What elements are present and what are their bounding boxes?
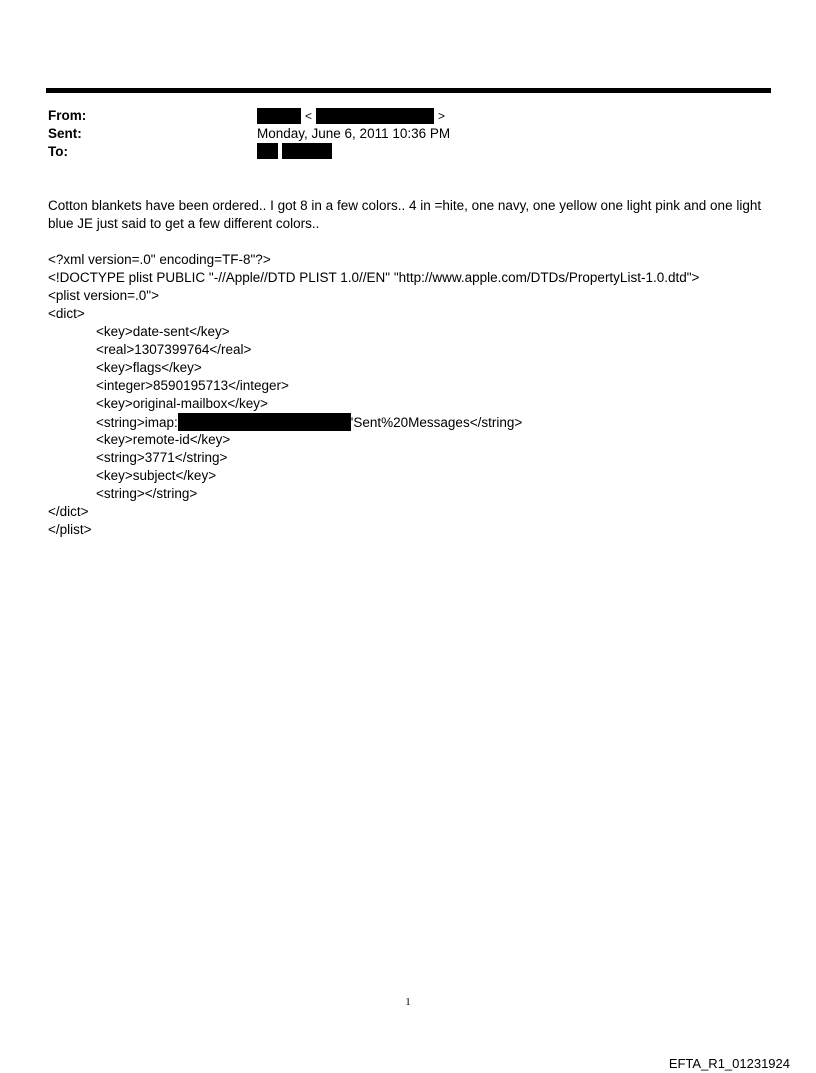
header-rule: [46, 88, 771, 93]
xml-line: <key>date-sent</key>: [96, 324, 230, 339]
sent-label: Sent:: [48, 126, 82, 141]
xml-line: <dict>: [48, 306, 85, 321]
xml-line: <real>1307399764</real>: [96, 342, 252, 357]
message-line: blue JE just said to get a few different colors..: [48, 216, 320, 231]
xml-imap-prefix: <string>imap:: [96, 415, 178, 430]
to-value: [257, 143, 332, 161]
to-label: To:: [48, 144, 68, 159]
xml-line: <key>original-mailbox</key>: [96, 396, 268, 411]
from-open-bracket: <: [305, 109, 313, 123]
redaction-box: [257, 143, 278, 159]
xml-line: </plist>: [48, 522, 92, 537]
xml-line-redacted: [48, 413, 773, 431]
xml-line: <?xml version=.0" encoding=TF-8"?>: [48, 252, 271, 267]
redaction-box: [282, 143, 332, 159]
xml-line: <plist version=.0">: [48, 288, 159, 303]
xml-imap-suffix: 'Sent%20Messages</string>: [350, 415, 523, 430]
plist-block: [48, 251, 773, 539]
xml-line: </dict>: [48, 504, 89, 519]
xml-line: <!DOCTYPE plist PUBLIC "-//Apple//DTD PLIST 1.0//EN" "http://www.apple.com/DTDs/PropertyList-1.0.dtd">: [48, 270, 700, 285]
xml-line: <string>3771</string>: [96, 450, 228, 465]
xml-line: <key>flags</key>: [96, 360, 202, 375]
xml-line: <integer>8590195713</integer>: [96, 378, 289, 393]
from-label: From:: [48, 108, 87, 123]
bates-number: EFTA_R1_01231924: [668, 1056, 790, 1071]
sent-value: Monday, June 6, 2011 10:36 PM: [257, 126, 451, 141]
xml-line: <key>remote-id</key>: [96, 432, 231, 447]
xml-line: <key>subject</key>: [96, 468, 217, 483]
from-value: [257, 107, 449, 126]
redaction-box: [178, 413, 351, 431]
from-close-bracket: >: [438, 109, 446, 123]
message-line: Cotton blankets have been ordered.. I got 8 in a few colors.. 4 in =hite, one navy, one yellow one light pink and one light: [48, 198, 762, 213]
redaction-box: [316, 108, 434, 124]
redaction-box: [257, 108, 301, 124]
xml-line: <string></string>: [96, 486, 198, 501]
page-number: 1: [405, 996, 411, 1008]
message-body: [48, 197, 773, 233]
